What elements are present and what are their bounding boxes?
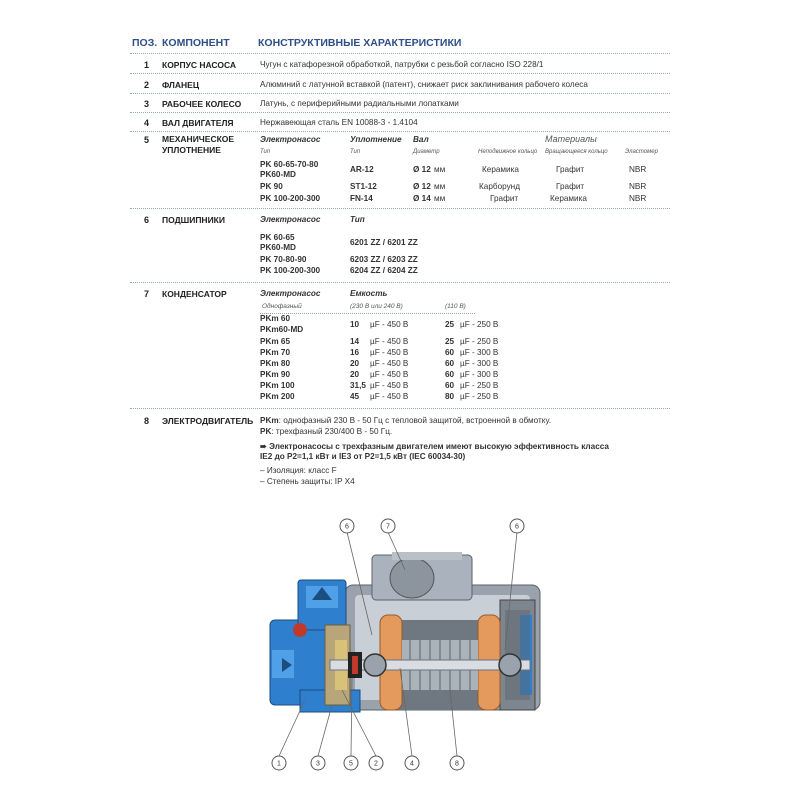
capacitor-r7-u1: µF - 450 В bbox=[370, 392, 409, 401]
capacitor-r7-pump: PKm 200 bbox=[260, 392, 295, 401]
seal-component-2: УПЛОТНЕНИЕ bbox=[162, 145, 221, 155]
motor-pos: 8 bbox=[143, 416, 149, 426]
callout-3 bbox=[311, 756, 325, 770]
capacitor-r4-c1: 20 bbox=[350, 359, 360, 368]
capacitor-r1-c2: 25 bbox=[445, 320, 455, 329]
callout-6-top-right bbox=[510, 519, 524, 533]
capacitor-sub-v2: (110 В) bbox=[445, 303, 466, 310]
capacitor-r7-u2: µF - 250 В bbox=[460, 392, 499, 401]
seal-r1-pump2: PK60-MD bbox=[260, 170, 296, 179]
capacitor-header-pump: Электронасос bbox=[260, 289, 321, 298]
bearings-r2-pump: PK 70-80-90 bbox=[260, 255, 307, 264]
seal-r1-elastomer: NBR bbox=[629, 165, 647, 174]
capacitor-r6-u2: µF - 250 В bbox=[460, 381, 499, 390]
seal-sub-fixed-ring: Неподвижное кольцо bbox=[478, 149, 538, 155]
capacitor-r4-u2: µF - 300 В bbox=[460, 359, 499, 368]
callout-7 bbox=[381, 519, 395, 533]
row-4-pos: 4 bbox=[143, 118, 149, 128]
callout-label: 7 bbox=[386, 523, 390, 531]
motor-pkm-text: : однофазный 230 В - 50 Гц с тепловой защитой, встроенной в обмотку. bbox=[278, 416, 552, 425]
capacitor-r2-c1: 14 bbox=[350, 337, 360, 346]
capacitor-r6-pump: PKm 100 bbox=[260, 381, 295, 390]
seal-sub-rotating-ring: Вращающееся кольцо bbox=[545, 149, 608, 155]
row-1-component: КОРПУС НАСОСА bbox=[162, 60, 237, 70]
capacitor-r6-c1: 31,5 bbox=[350, 381, 366, 390]
seal-r3-seal: FN-14 bbox=[350, 194, 373, 203]
bearings-header-type: Тип bbox=[350, 215, 365, 224]
callout-1 bbox=[272, 756, 286, 770]
row-2-pos: 2 bbox=[143, 80, 149, 90]
capacitor-r1-c1: 10 bbox=[350, 320, 360, 329]
callout-label: 6 bbox=[345, 523, 349, 531]
row-3-component: РАБОЧЕЕ КОЛЕСО bbox=[162, 99, 242, 109]
capacitor-r5-u2: µF - 300 В bbox=[460, 370, 499, 379]
seal-r2-fixed: Карборунд bbox=[479, 182, 520, 191]
callout-label: 1 bbox=[277, 760, 281, 768]
seal-header-pump: Электронасос bbox=[260, 135, 321, 144]
seal-r3-diameter: Ø 14 bbox=[413, 194, 431, 203]
motor-efficiency-text-2: IE2 до P2=1,1 кВт и IE3 от P2=1,5 кВт (IEC 60034-30) bbox=[260, 452, 466, 461]
callout-8 bbox=[450, 756, 464, 770]
callout-label: 3 bbox=[316, 760, 320, 768]
bearings-component: ПОДШИПНИКИ bbox=[162, 215, 225, 225]
bearing-rear bbox=[499, 654, 521, 676]
capacitor-r7-c2: 80 bbox=[445, 392, 455, 401]
capacitor-sub-single: Однофазный bbox=[262, 303, 302, 310]
capacitor-r2-u1: µF - 450 В bbox=[370, 337, 409, 346]
capacitor-r6-c2: 60 bbox=[445, 381, 455, 390]
row-1-pos: 1 bbox=[143, 60, 149, 70]
seal-r1-diameter: Ø 12 bbox=[413, 165, 431, 174]
motor-efficiency-text-1: Электронасосы с трехфазным двигателем имеют высокую эффективность класса bbox=[269, 442, 609, 451]
callout-label: 4 bbox=[410, 760, 414, 768]
capacitor-r5-c2: 60 bbox=[445, 370, 455, 379]
capacitor-header-capacity: Емкость bbox=[350, 289, 388, 298]
bearings-r3-pump: PK 100-200-300 bbox=[260, 266, 321, 275]
header-pos: ПОЗ. bbox=[132, 37, 158, 49]
seal-r1-unit: мм bbox=[434, 165, 446, 174]
capacitor-r5-c1: 20 bbox=[350, 370, 360, 379]
bearings-header-pump: Электронасос bbox=[260, 215, 321, 224]
capacitor-component: КОНДЕНСАТОР bbox=[162, 289, 227, 299]
capacitor-r3-u1: µF - 450 В bbox=[370, 348, 409, 357]
capacitor-r1-u2: µF - 250 В bbox=[460, 320, 499, 329]
seal-sub-diameter: Диаметр bbox=[413, 149, 440, 155]
seal-r2-diameter: Ø 12 bbox=[413, 182, 431, 191]
row-1-text: Чугун с катафорезной обработкой, патрубки с резьбой согласно ISO 228/1 bbox=[260, 60, 544, 69]
capacitor-r2-c2: 25 bbox=[445, 337, 455, 346]
motor-component: ЭЛЕКТРОДВИГАТЕЛЬ bbox=[162, 416, 254, 426]
row-4-text: Нержавеющая сталь EN 10088-3 - 1.4104 bbox=[260, 118, 418, 127]
capacitor-r2-pump: PKm 65 bbox=[260, 337, 291, 346]
seal-r3-unit: мм bbox=[434, 194, 446, 203]
capacitor-r1-pump: PKm 60 bbox=[260, 314, 291, 323]
seal-sub-elastomer: Эластомер bbox=[625, 149, 658, 155]
motor-pk-label: PK bbox=[260, 427, 272, 436]
bearing-front bbox=[364, 654, 386, 676]
capacitor-r4-c2: 60 bbox=[445, 359, 455, 368]
seal-r1-fixed: Керамика bbox=[482, 165, 519, 174]
capacitor-sub-v1: (230 В или 240 В) bbox=[350, 303, 403, 310]
capacitor-r5-pump: PKm 90 bbox=[260, 370, 291, 379]
seal-sub-type: Тип bbox=[260, 149, 271, 155]
seal-r1-rot: Графит bbox=[556, 165, 585, 174]
bearings-r1-type: 6201 ZZ / 6201 ZZ bbox=[350, 238, 418, 247]
bearings-r1-pump: PK 60-65 bbox=[260, 233, 295, 242]
capacitor-pos: 7 bbox=[143, 289, 149, 299]
row-2-component: ФЛАНЕЦ bbox=[162, 80, 200, 90]
callout-label: 2 bbox=[374, 760, 378, 768]
seal-r2-elastomer: NBR bbox=[629, 182, 647, 191]
capacitor-r2-u2: µF - 250 В bbox=[460, 337, 499, 346]
mechanical-seal-ring bbox=[352, 656, 358, 674]
seal-r1-pump: PK 60-65-70-80 bbox=[260, 160, 319, 169]
capacitor-r1-u1: µF - 450 В bbox=[370, 320, 409, 329]
header-characteristics: КОНСТРУКТИВНЫЕ ХАРАКТЕРИСТИКИ bbox=[258, 37, 462, 49]
seal-r1-seal: AR-12 bbox=[350, 165, 374, 174]
motor-pkm-label: PKm bbox=[260, 416, 279, 425]
callout-label: 8 bbox=[455, 760, 459, 768]
motor-pk-text: : трехфазный 230/400 В - 50 Гц. bbox=[271, 427, 393, 436]
bearings-r1-pump2: PK60-MD bbox=[260, 243, 296, 252]
seal-component-1: МЕХАНИЧЕСКОЕ bbox=[162, 134, 235, 144]
bearings-r2-type: 6203 ZZ / 6203 ZZ bbox=[350, 255, 418, 264]
capacitor-r5-u1: µF - 450 В bbox=[370, 370, 409, 379]
seal-sub-type2: Тип bbox=[350, 149, 361, 155]
seal-r3-rot: Керамика bbox=[550, 194, 587, 203]
row-3-text: Латунь, с периферийными радиальными лопатками bbox=[260, 99, 459, 108]
callout-2 bbox=[369, 756, 383, 770]
motor-insulation: – Изоляция: класс F bbox=[260, 466, 337, 475]
capacitor-r6-u1: µF - 450 В bbox=[370, 381, 409, 390]
seal-header-shaft: Вал bbox=[413, 135, 429, 144]
row-2-text: Алюминий с латунной вставкой (патент), снижает риск заклинивания рабочего колеса bbox=[260, 80, 588, 89]
capacitor-r3-pump: PKm 70 bbox=[260, 348, 291, 357]
callout-4 bbox=[405, 756, 419, 770]
capacitor-r4-u1: µF - 450 В bbox=[370, 359, 409, 368]
seal-pos: 5 bbox=[143, 135, 149, 145]
callout-5 bbox=[344, 756, 358, 770]
motor-protection: – Степень защиты: IP X4 bbox=[260, 477, 355, 486]
arrow-icon: ➠ bbox=[260, 442, 267, 451]
header-component: КОМПОНЕНТ bbox=[162, 37, 230, 49]
capacitor-r7-c1: 45 bbox=[350, 392, 360, 401]
seal-r2-unit: мм bbox=[434, 182, 446, 191]
callout-label: 5 bbox=[349, 760, 353, 768]
capacitor-r3-u2: µF - 300 В bbox=[460, 348, 499, 357]
seal-header-materials: Материалы bbox=[545, 134, 597, 144]
bearings-r3-type: 6204 ZZ / 6204 ZZ bbox=[350, 266, 418, 275]
seal-r2-seal: ST1-12 bbox=[350, 182, 377, 191]
capacitor-r3-c2: 60 bbox=[445, 348, 455, 357]
capacitor-r4-pump: PKm 80 bbox=[260, 359, 291, 368]
capacitor-r1-pump2: PKm60-MD bbox=[260, 325, 304, 334]
capacitor-r3-c1: 16 bbox=[350, 348, 360, 357]
seal-r3-pump: PK 100-200-300 bbox=[260, 194, 321, 203]
seal-r2-pump: PK 90 bbox=[260, 182, 283, 191]
bearings-pos: 6 bbox=[143, 215, 149, 225]
row-4-component: ВАЛ ДВИГАТЕЛЯ bbox=[162, 118, 234, 128]
callout-6-top-left bbox=[340, 519, 354, 533]
seal-header-seal: Уплотнение bbox=[350, 135, 402, 144]
seal-r3-elastomer: NBR bbox=[629, 194, 647, 203]
row-3-pos: 3 bbox=[143, 99, 149, 109]
seal-r2-rot: Графит bbox=[556, 182, 585, 191]
callout-label: 6 bbox=[515, 523, 519, 531]
seal-r3-fixed: Графит bbox=[490, 194, 519, 203]
